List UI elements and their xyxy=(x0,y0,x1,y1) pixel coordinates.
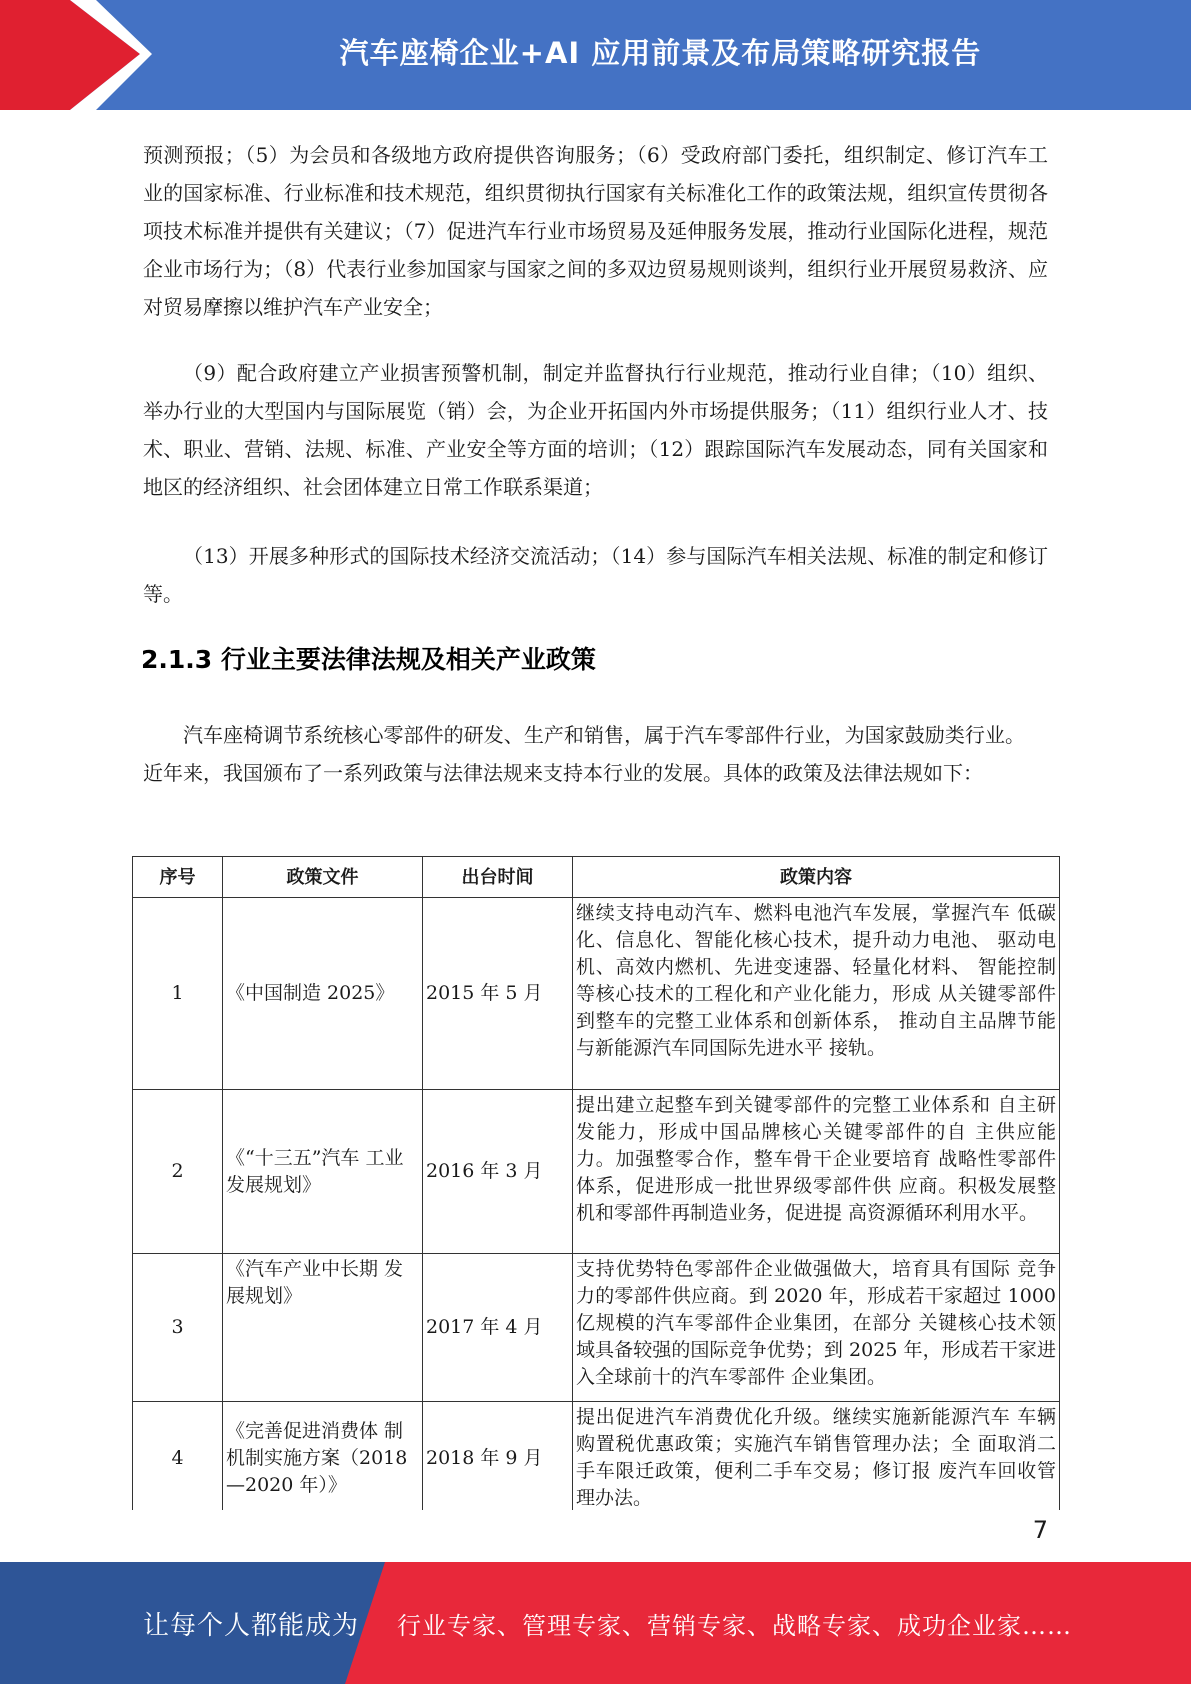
table-row xyxy=(133,1402,1060,1515)
table-row xyxy=(133,1254,1060,1402)
row-issue-date: 2018 年 9 月 xyxy=(423,1402,573,1515)
row-policy-document: 《汽车产业中长期 发展规划》 xyxy=(223,1254,423,1402)
row-index: 3 xyxy=(133,1254,223,1402)
table-row xyxy=(133,1090,1060,1254)
footer-slogan-right: 行业专家、管理专家、营销专家、战略专家、成功企业家…… xyxy=(397,1611,1072,1640)
row-policy-document: 《“十三五”汽车 工业发展规划》 xyxy=(223,1090,423,1254)
header-index: 序号 xyxy=(133,857,223,898)
row-policy-document: 《完善促进消费体 制机制实施方案（2018—2020 年）》 xyxy=(223,1402,423,1515)
header-issue-date: 出台时间 xyxy=(423,857,573,898)
paragraph-duties-9-12: （9）配合政府建立产业损害预警机制，制定并监督执行行业规范，推动行业自律；（10）组织、举办行业的大型国内与国际展览（销）会，为企业开拓国内外市场提供服务；（11）组织行业人才、技术、职业、营销、法规、标准、产业安全等方面的培训；（12）跟踪国际汽车发展动态，同有关国家和地区的经济组织、社会团体建立日常工作联系渠道； xyxy=(143,361,1048,499)
row-index: 1 xyxy=(133,898,223,1090)
table-row xyxy=(133,898,1060,1090)
paragraph-duties-13-14: （13）开展多种形式的国际技术经济交流活动；（14）参与国际汽车相关法规、标准的制定和修订等。 xyxy=(143,544,1048,606)
footer-slogan-left: 让每个人都能成为 xyxy=(143,1610,360,1641)
report-title: 汽车座椅企业+AI 应用前景及布局策略研究报告 xyxy=(339,35,982,70)
row-index: 2 xyxy=(133,1090,223,1254)
row-policy-content: 提出建立起整车到关键零部件的完整工业体系和 自主研发能力，形成中国品牌核心关键零部件的自 主供应能力。加强整零合作，整车骨干企业要培育 战略性零部件体系，促进形成一批世界级零部件供 应商。积极发展整机和零部件再制造业务，促进提 高资源循环利用水平。 xyxy=(573,1090,1060,1254)
header-policy-document: 政策文件 xyxy=(223,857,423,898)
section-title: 2.1.3 行业主要法律法规及相关产业政策 xyxy=(141,645,596,674)
paragraph-policy-intro: 汽车座椅调节系统核心零部件的研发、生产和销售，属于汽车零部件行业，为国家鼓励类行业。近年来，我国颁布了一系列政策与法律法规来支持本行业的发展。具体的政策及法律法规如下： xyxy=(143,723,1025,785)
row-issue-date: 2016 年 3 月 xyxy=(423,1090,573,1254)
page-footer xyxy=(0,1562,1191,1684)
row-policy-content: 提出促进汽车消费优化升级。继续实施新能源汽车 车辆购置税优惠政策；实施汽车销售管理办法；全 面取消二手车限迁政策，便利二手车交易；修订报 废汽车回收管理办法。 xyxy=(573,1402,1060,1515)
row-policy-content: 继续支持电动汽车、燃料电池汽车发展，掌握汽车 低碳化、信息化、智能化核心技术，提升动力电池、 驱动电机、高效内燃机、先进变速器、轻量化材料、 智能控制等核心技术的工程化和产业化能力，形成 从关键零部件到整车的完整工业体系和创新体系， 推动自主品牌节能与新能源汽车同国际先进水平 接轨。 xyxy=(573,898,1060,1090)
row-index: 4 xyxy=(133,1402,223,1515)
row-issue-date: 2017 年 4 月 xyxy=(423,1254,573,1402)
page-number: 7 xyxy=(1032,1516,1048,1544)
row-policy-document: 《中国制造 2025》 xyxy=(223,898,423,1090)
policy-table xyxy=(132,856,1060,1515)
row-policy-content: 支持优势特色零部件企业做强做大，培育具有国际 竞争力的零部件供应商。到 2020 年，形成若干家超过 1000 亿规模的汽车零部件企业集团，在部分 关键核心技术领域具备较强的国际竞争优势；到 2025 年，形成若干家进入全球前十的汽车零部件 企业集团。 xyxy=(573,1254,1060,1402)
page-break-area xyxy=(0,1510,1191,1560)
table-header-row xyxy=(133,857,1060,898)
header-arrow-decoration xyxy=(0,0,160,110)
header-policy-content: 政策内容 xyxy=(573,857,1060,898)
row-issue-date: 2015 年 5 月 xyxy=(423,898,573,1090)
paragraph-duties-5-8: 预测预报；（5）为会员和各级地方政府提供咨询服务；（6）受政府部门委托，组织制定、修订汽车工业的国家标准、行业标准和技术规范，组织贯彻执行国家有关标准化工作的政策法规，组织宣传贯彻各项技术标准并提供有关建议；（7）促进汽车行业市场贸易及延伸服务发展，推动行业国际化进程，规范企业市场行为；（8）代表行业参加国家与国家之间的多双边贸易规则谈判，组织行业开展贸易救济、应对贸易摩擦以维护汽车产业安全； xyxy=(143,143,1048,319)
page-header xyxy=(0,0,1191,110)
